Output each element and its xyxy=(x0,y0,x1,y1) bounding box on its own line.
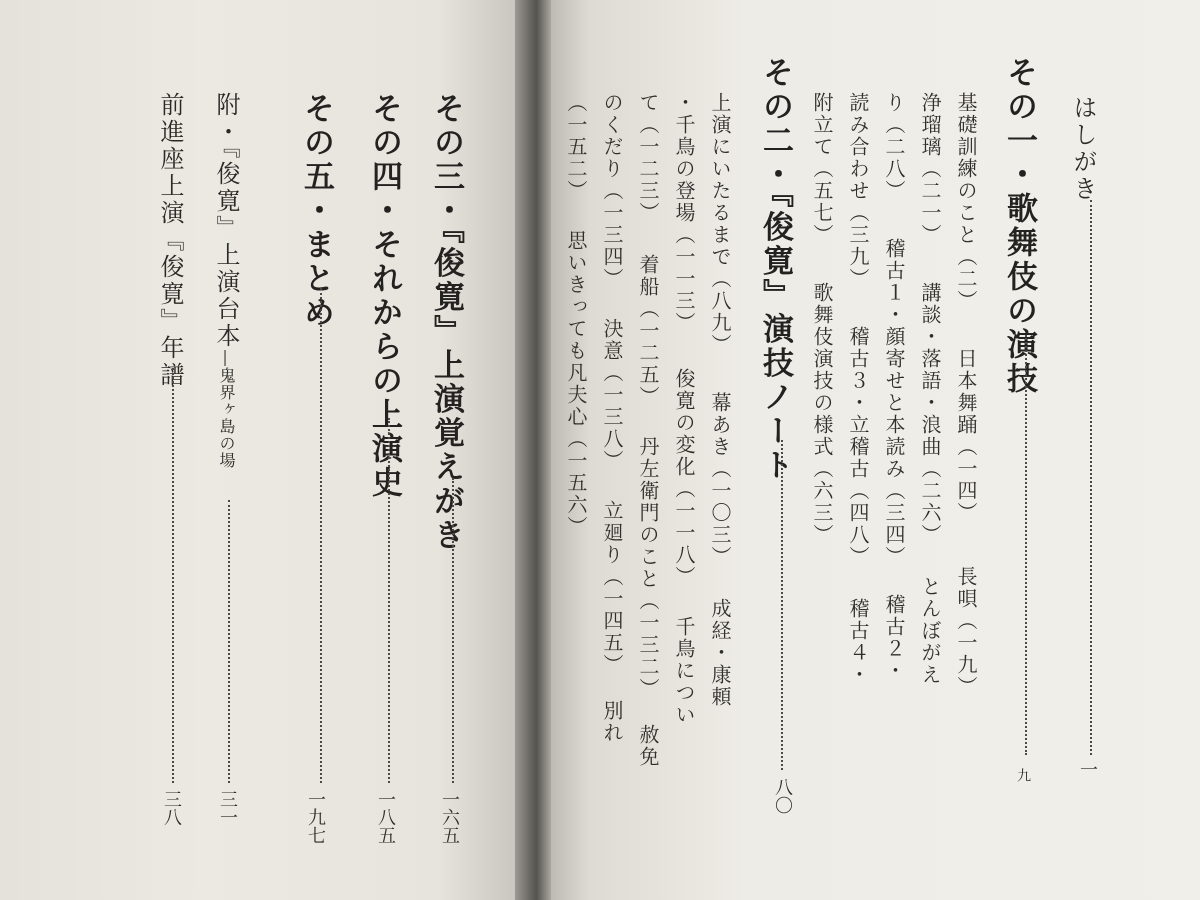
part5-title: その五・まとめ xyxy=(298,92,334,330)
part2-title: その二・『俊寛』演技ノート xyxy=(757,56,793,483)
part3-page: 一六五 xyxy=(439,790,460,844)
part1-item: 歌舞伎演技の様式（六三） xyxy=(810,282,834,546)
part2-item: 別れ xyxy=(600,700,624,744)
part4-page: 一八五 xyxy=(375,790,396,844)
part2-item: て（一二三） xyxy=(636,92,660,224)
part2-item: 立廻り（一四五） xyxy=(600,500,624,676)
appendix1-leader xyxy=(228,500,230,783)
part1-item: 稽古３・立稽古（四八） xyxy=(846,326,870,568)
part1-item: 長唄（一九） xyxy=(954,566,978,698)
part1-line-5 xyxy=(812,92,832,546)
appendix2-leader xyxy=(172,368,174,783)
right-page xyxy=(551,0,1200,900)
preface-leader xyxy=(1090,200,1092,755)
part1-item: 日本舞踊（一四） xyxy=(954,348,978,524)
part2-leader xyxy=(781,440,783,770)
part1-page: 九 xyxy=(1015,768,1031,782)
part5-leader xyxy=(320,288,322,783)
part3-title: その三・『俊寛』上演覚えがき xyxy=(428,92,464,553)
preface-title: はしがき xyxy=(1069,95,1097,203)
appendix1-title-text: 附・『俊寛』上演台本 xyxy=(212,92,240,350)
part2-item: 成経・康頼 xyxy=(708,598,732,708)
preface-page: 一 xyxy=(1077,760,1098,778)
part2-line-1 xyxy=(710,92,730,708)
part2-item: 決意（一三八） xyxy=(600,318,624,472)
part1-item: 基礎訓練のこと（二） xyxy=(954,92,978,312)
part1-item: とんぼがえ xyxy=(918,576,942,686)
part1-item: 稽古１・顔寄せと本読み（三四） xyxy=(882,238,906,568)
part2-item: 丹左衛門のこと（一三二） xyxy=(636,436,660,700)
part2-item: 俊寛の変化（一一八） xyxy=(672,368,696,588)
part2-item: （一五二） xyxy=(564,92,588,202)
part1-item: り（二八） xyxy=(882,92,906,202)
part2-line-2 xyxy=(674,92,694,726)
part5-page: 一九七 xyxy=(305,790,326,844)
book-gutter xyxy=(515,0,551,900)
part1-item: 附立て（五七） xyxy=(810,92,834,246)
appendix1-subtitle: ―鬼界ヶ島の場 xyxy=(217,350,236,469)
part1-leader xyxy=(1025,335,1027,755)
part2-item: 上演にいたるまで（八九） xyxy=(708,92,732,356)
part2-line-4 xyxy=(602,92,622,744)
part2-page: 八〇 xyxy=(772,778,793,814)
appendix2-title: 前進座上演『俊寛』年譜 xyxy=(156,92,184,389)
part2-item: ・千鳥の登場（一一三） xyxy=(672,92,696,334)
part2-item: のくだり（一三四） xyxy=(600,92,624,290)
part2-line-5 xyxy=(566,92,586,538)
part1-line-2 xyxy=(920,92,940,686)
part1-item: 稽古２・ xyxy=(882,594,906,682)
appendix1-title xyxy=(214,92,238,469)
part1-item: 稽古４・ xyxy=(846,598,870,686)
part1-line-1 xyxy=(956,92,976,698)
part2-item: 思いきっても凡夫心（一五六） xyxy=(564,230,588,538)
part1-item: 講談・落語・浪曲（二六） xyxy=(918,282,942,546)
left-page xyxy=(0,0,515,900)
part1-item: 浄瑠璃（二一） xyxy=(918,92,942,246)
part1-line-4 xyxy=(848,92,868,686)
part4-leader xyxy=(388,418,390,783)
part2-item: 千鳥につい xyxy=(672,616,696,726)
part1-title: その一・歌舞伎の演技 xyxy=(1001,56,1037,396)
part2-item: 赦免 xyxy=(636,724,660,768)
appendix2-page: 三八 xyxy=(161,790,182,826)
part2-item: 幕あき（一〇三） xyxy=(708,392,732,568)
part2-line-3 xyxy=(638,92,658,768)
part1-line-3 xyxy=(884,92,904,682)
part3-leader xyxy=(452,478,454,783)
part1-item: 読み合わせ（三九） xyxy=(846,92,870,290)
appendix1-page: 三一 xyxy=(217,790,238,826)
part4-title: その四・それからの上演史 xyxy=(366,92,402,500)
part2-item: 着船（一二五） xyxy=(636,254,660,408)
